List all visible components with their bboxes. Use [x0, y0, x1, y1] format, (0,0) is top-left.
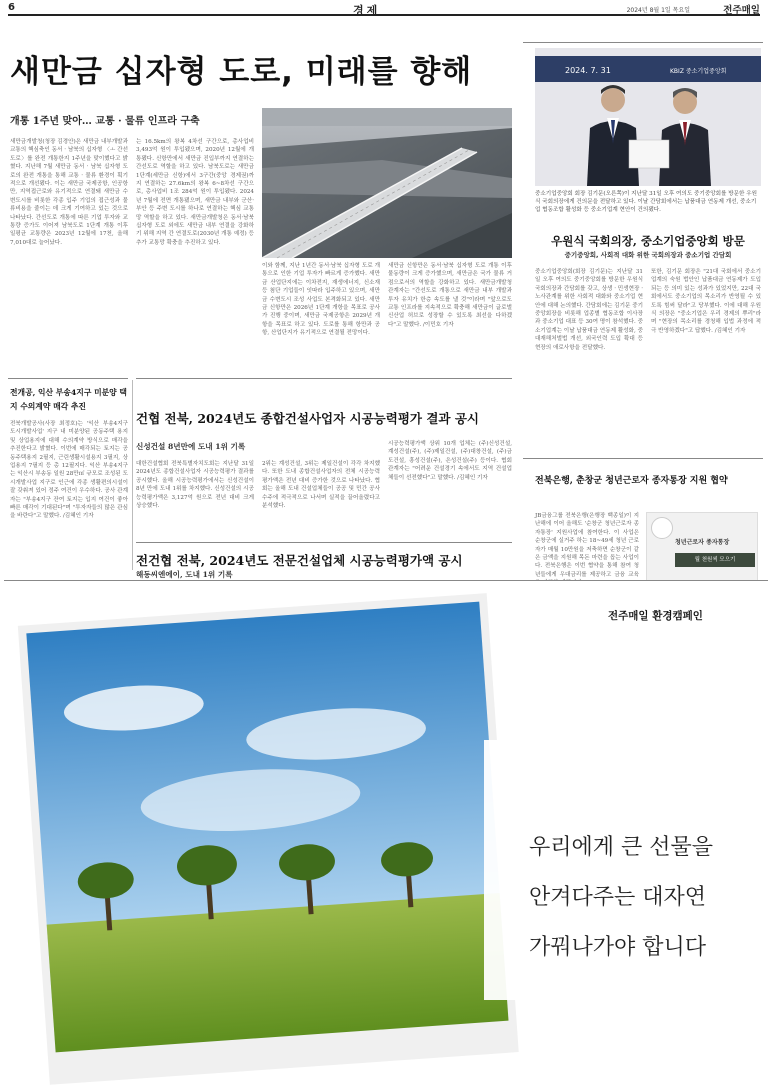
section-name: 경제 — [353, 4, 381, 17]
character-icon — [651, 517, 673, 539]
meeting-column-1: 중소기업중앙회(회장 김기문)는 지난달 31일 오후 여의도 중기중앙회를 방문한 우원식 국회의장과 간담회를 갖고, 상생 · 민생현장 · 노사관계를 위한 사회적 대화와 중소기업 현안에 대해 논의했다. 간담회에는 김기문 중기중앙회장을 비롯해 업종별 협동조합 이사장과 중소기업 대표 등 30여 명이 참석했다. 중소기업계는 이날 납품대금 연동제 활성화, 중대재해처벌법 개선, 외국인력 도입 확대 등 현장의 애로사항을 전달했다. — [535, 269, 643, 351]
issue-date: 2024년 8월 1일 목요일 — [626, 7, 690, 14]
lead-column-1: 새만금개발청(청장 김경안)은 새만금 내부개발과 교통의 핵심축인 동서 · 남북의 십자형 〈ㅗ 간선도로〉를 완전 개통한지 1주년을 맞이했다고 밝혔다. 지난해 7월 새만금 동서 · 남북 십자형 도로의 완전 개통을 통해 교통 · 물류 환경이 획기적으로 개선됐다. 이는 새만금 국제공항, 인공항만, 지역접근로와 유기적으로 연결돼 새만금 수변도시를 비롯한 각종 입주 기업의 접근성과 물류비용을 줄이는 데 크게 기여하고 있는 것으로 나타났다. 간선도로 개통에 따른 기업 투자와 교통량 증가도 이어져 남북도로 1단계 개통 이후 일평균 교통량은 2023년 12월에 17천, 올해 7,010대로 늘어났다. — [10, 139, 128, 246]
campaign-line-3: 가꿔나가야 합니다 — [529, 935, 707, 960]
meeting-subheadline: 중기중앙회, 사회적 대화 위한 국회의장과 중소기업 간담회 — [564, 251, 732, 259]
savings-card-image — [646, 512, 758, 582]
campaign-line-1: 우리에게 큰 선물을 — [529, 835, 714, 860]
meeting-photo — [535, 48, 761, 186]
lead-column-4: 새만금 신항만은 동서·남북 십자형 도로 개통 이후 물동량이 크게 증가했으며, 새만금은 국가 물류 거점으로서의 역할을 강화하고 있다. 새만금개발청 관계자는 "간선도로 개통으로 새만금 내부 개발과 투자 유치가 한층 속도를 낼 것"이라며 "앞으로도 교통 인프라를 지속적으로 확충해 새만금이 글로벌 신산업 허브로 성장할 수 있도록 최선을 다하겠다"고 말했다. /이민호 기자 — [388, 263, 512, 328]
savings-card-caption: 월 천원씩 모으기 — [675, 553, 755, 567]
campaign-line-2: 안겨다주는 대자연 — [529, 885, 707, 910]
article3-headline: 전건협 전북, 2024년도 전문건설업체 시공능력평가액 공시 — [136, 553, 463, 568]
divider — [136, 542, 512, 543]
divider — [136, 378, 512, 379]
article2-headline: 건협 전북, 2024년도 종합건설사업자 시공능력평가 결과 공시 — [136, 411, 479, 426]
banner-org-text: KBIZ 중소기업중앙회 — [670, 68, 727, 75]
meeting-column-2: 또한, 김기문 회장은 "21대 국회에서 중소기업계의 숙원 법안인 납품대금 연동제가 도입되는 등 의미 있는 성과가 있었지만, 22대 국회에서도 중소기업의 목소리가 반영될 수 있도록 힘써 달라"고 당부했다. 이에 대해 우원식 의장은 "중소기업은 우리 경제의 뿌리"라며 "현장의 목소리를 경청해 입법 과정에 적극 반영하겠다"고 답했다. /김혜인 기자 — [651, 269, 761, 334]
divider — [8, 378, 128, 379]
left-box-body: 전북개발공사(사장 최정호)는 '익산 부송4지구 도시개발사업' 지구 내 미분양된 공동주택 용지 및 상업용지에 대해 수의계약 방식으로 매각을 추진한다고 밝혔다. 이번에 매각되는 토지는 공동주택용지 2필지, 근린생활시설용지 3필지, 상업용지 7필지 등 총 12필지다. 익산 부송4지구는 익산시 부송동 일원 28만㎡ 규모로 조성된 도시개발사업 지구로 인근에 각종 생활편의시설이 잘 갖춰져 있어 정주 여건이 우수하다. 공사 관계자는 "부송4지구 잔여 토지는 입지 여건이 좋아 빠른 매각이 기대된다"며 "투자자들의 많은 관심을 바란다"고 말했다. /김혜인 기자 — [10, 421, 128, 520]
newspaper-brand: 전주매일 — [723, 5, 760, 16]
campaign-header: 전주매일 환경캠페인 — [608, 610, 703, 622]
article4-column-1: JB금융그룹 전북은행(은행장 백종일)이 지난해에 이어 올해도 '순창군 청년근로자 종자통장' 지원사업에 참여한다. 이 사업은 순창군에 실거주 하는 18~49세 청년 근로자가 매월 10만원을 저축하면 순창군이 같은 금액을 지원해 목돈 마련을 돕는 사업이다. 전북은행은 이번 협약을 통해 참여 청년들에게 우대금리를 제공하고 금융 교육 — [535, 513, 639, 578]
lead-subheadline: 개통 1주년 맞아… 교통 · 물류 인프라 구축 — [10, 116, 200, 127]
lead-headline: 새만금 십자형 도로, 미래를 향해 — [10, 54, 473, 90]
meeting-photo-caption: 중소기업중앙회 회장 김기문(오른쪽)이 지난달 31일 오후 여의도 중기중앙회를 방문한 우원식 국회의장에게 건의문을 전달하고 있다. 이날 간담회에서는 납품대금 연동제 개선, 중소기업 협동조합 활성화 등 중소기업계 현안이 건의됐다. — [535, 191, 758, 214]
column-rule — [132, 380, 133, 570]
environment-campaign-ad — [4, 580, 768, 1088]
article4-headline: 전북은행, 춘창군 청년근로자 종자통장 지원 협약 — [535, 476, 728, 486]
masthead — [8, 2, 760, 16]
savings-card-label: 청년근로자 종자통장 — [675, 539, 730, 546]
bridge-aerial-photo — [262, 108, 512, 258]
lead-column-3: 이와 함께, 지난 1년간 동서·남북 십자형 도로 개통으로 인한 기업 투자가 빠르게 증가했다. 새만금 산업단지에는 이차전지, 재생에너지, 신소재 등 첨단 기업들이 잇따라 입주하고 있으며, 새만금 수변도시 조성 사업도 본격화되고 있다. 새만금 신항만은 2026년 1단계 개항을 목표로 공사가 진행 중이며, 새만금 국제공항은 2029년 개항을 목표로 하고 있다. 도로를 통해 항만과 공항, 산업단지가 유기적으로 연결될 전망이다. — [262, 263, 380, 337]
article2-subheadline: 신성건설 8년만에 도내 1위 기록 — [136, 442, 246, 451]
article2-column-2: 2위는 계성건설, 3위는 제일건설이 각각 차지했다. 또한 도내 종합건설사업자의 전체 시공능력평가액은 전년 대비 증가한 것으로 나타났다. 협회는 올해 도내 건설업체들이 공공 및 민간 공사 수주에 적극적으로 나서며 실적을 끌어올렸다고 분석했다. — [262, 461, 380, 510]
banner-date-text: 2024. 7. 31 — [565, 66, 611, 75]
page-number: 6 — [8, 2, 15, 13]
article2-column-3: 시공능력평가액 상위 10개 업체는 (주)신성건설, 계성건설(주), (주)제일건설, (주)대창건설, (주)금도건설, 흥성건설(주), 은성건설(주) 등이다. 협회 관계자는 "어려운 건설경기 속에서도 지역 건설업체들이 선전했다"고 말했다. /김혜인 기자 — [388, 441, 512, 481]
meeting-headline: 우원식 국회의장, 중소기업중앙회 방문 — [551, 234, 745, 248]
divider — [523, 42, 763, 43]
article3-subheadline: 해동씨엔에이, 도내 1위 기록 — [136, 570, 233, 579]
left-box-headline: 전개공, 익산 부송4지구 미분양 택지 수의계약 매각 추진 — [10, 388, 127, 411]
divider — [523, 458, 763, 459]
article2-column-1: 대한건설협회 전북특별자치도회는 지난달 31일 2024년도 종합건설사업자 시공능력평가 결과를 공시했다. 올해 시공능력평가에서는 신성건설이 8년 만에 도내 1위를 차지했다. 신성건설의 시공능력평가액은 3,127억 원으로 전년 대비 크게 상승했다. — [136, 461, 254, 510]
lead-column-2: 는 16.5km의 왕복 4차선 구간으로, 총사업비 3,493억 원이 투입됐으며, 2020년 12월에 개통됐다. 신항만에서 새만금 진입부까지 연결하는 간선도로 역할을 하고 있다. 남북도로는 새만금 1단계(세만금 신항)에서 3구간(중앙 경제권)까지 연결하는 27.6km의 왕복 6~8차선 구간으로, 총사업비 1조 284억 원이 투입됐다. 2024년 7월에 전면 개통됐으며, 새만금 내부와 군산·부안 등 주변 도시를 하나로 연결하는 핵심 교통망 역할을 하고 있다. 새만금개발청은 동서·남북 십자형 도로 외에도 새만금 내부 연결을 강화하기 위해 지역 간 연결도로(2030년 개통 예정) 등 추가 교통망 확충을 추진하고 있다. — [136, 139, 254, 246]
